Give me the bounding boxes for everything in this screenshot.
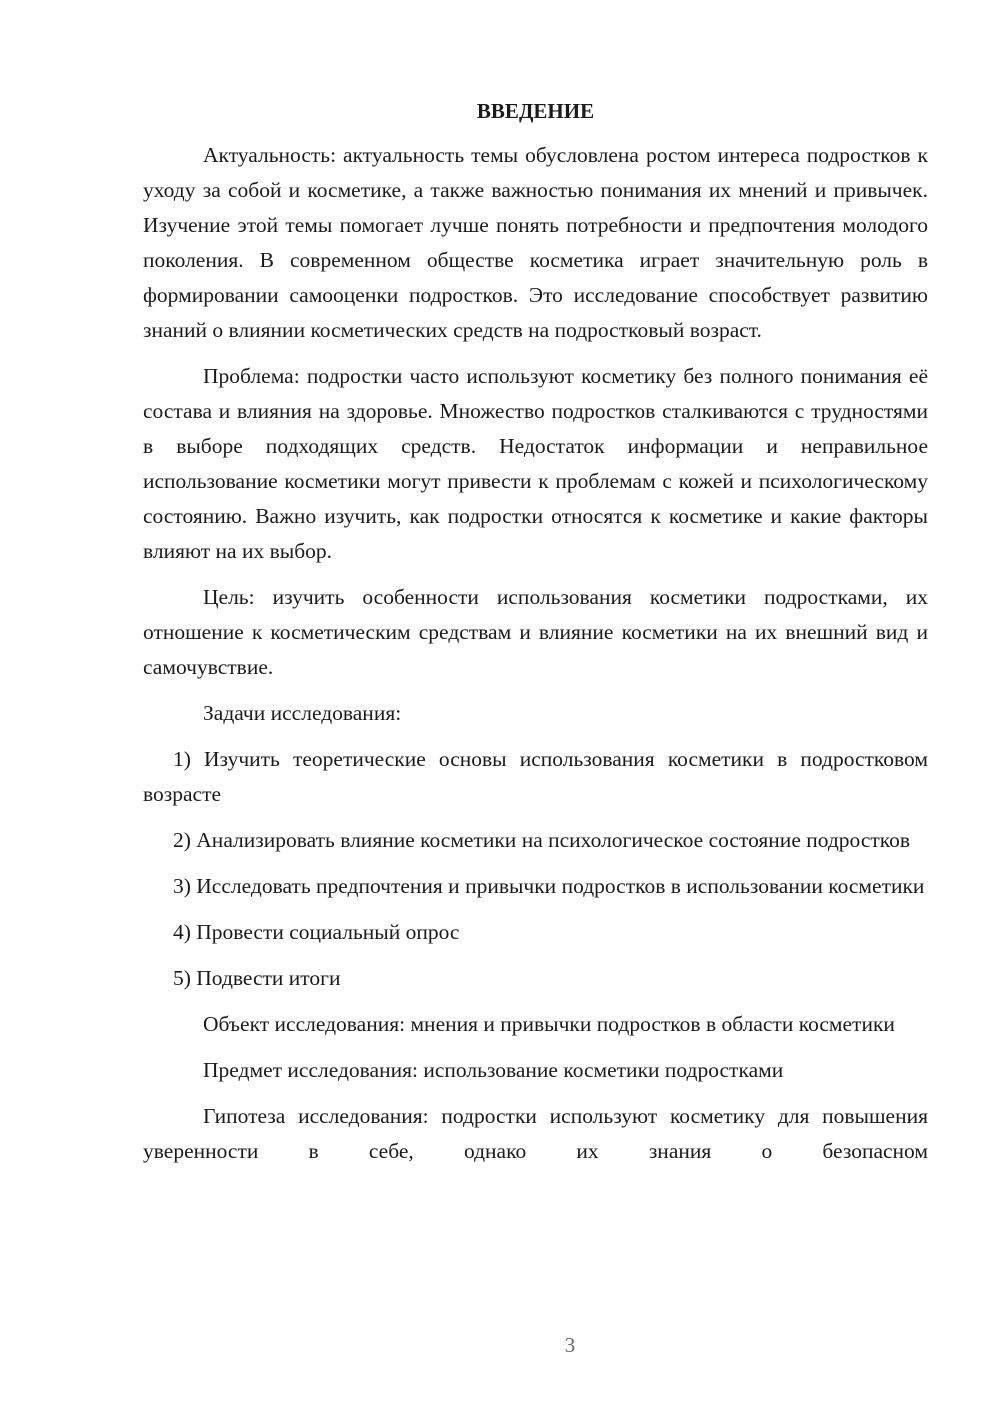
paragraph-goal: Цель: изучить особенности использования косметики подростками, их отношение к косметическим средствам и влияние косметики на их внешний вид и самочувствие.	[143, 585, 928, 679]
paragraph-subject: Предмет исследования: использование косметики подростками	[203, 1058, 784, 1082]
task-item-2: 2) Анализировать влияние косметики на психологическое состояние подростков	[173, 828, 911, 852]
paragraph-hypothesis: Гипотеза исследования: подростки используют косметику для повышения уверенности в себе, однако их знания о безопасном	[143, 1104, 928, 1163]
document-page	[143, 94, 928, 1180]
page-number: 3	[564, 1333, 576, 1357]
task-item-4: 4) Провести социальный опрос	[173, 920, 460, 944]
paragraph-object: Объект исследования: мнения и привычки подростков в области косметики	[203, 1012, 895, 1036]
section-title: ВВЕДЕНИЕ	[476, 99, 595, 123]
paragraph-problem: Проблема: подростки часто используют косметику без полного понимания её состава и влияния на здоровье. Множество подростков сталкиваются с трудностями в выборе подходящих средств. Недостаток информации и неправильное использование косметики могут привести к проблемам с кожей и психологическому состоянию. Важно изучить, как подростки относятся к косметике и какие факторы влияют на их выбор.	[143, 364, 928, 563]
task-item-3: 3) Исследовать предпочтения и привычки подростков в использовании косметики	[173, 874, 925, 898]
task-item-5: 5) Подвести итоги	[173, 966, 341, 990]
task-item-1: 1) Изучить теоретические основы использования косметики в подростковом возрасте	[143, 747, 928, 806]
paragraph-tasks-heading: Задачи исследования:	[203, 701, 402, 725]
paragraph-relevance: Актуальность: актуальность темы обусловлена ростом интереса подростков к уходу за собой и косметике, а также важностью понимания их мнений и привычек. Изучение этой темы помогает лучше понять потребности и предпочтения молодого поколения. В современном обществе косметика играет значительную роль в формировании самооценки подростков. Это исследование способствует развитию знаний о влиянии косметических средств на подростковый возраст.	[143, 143, 928, 342]
